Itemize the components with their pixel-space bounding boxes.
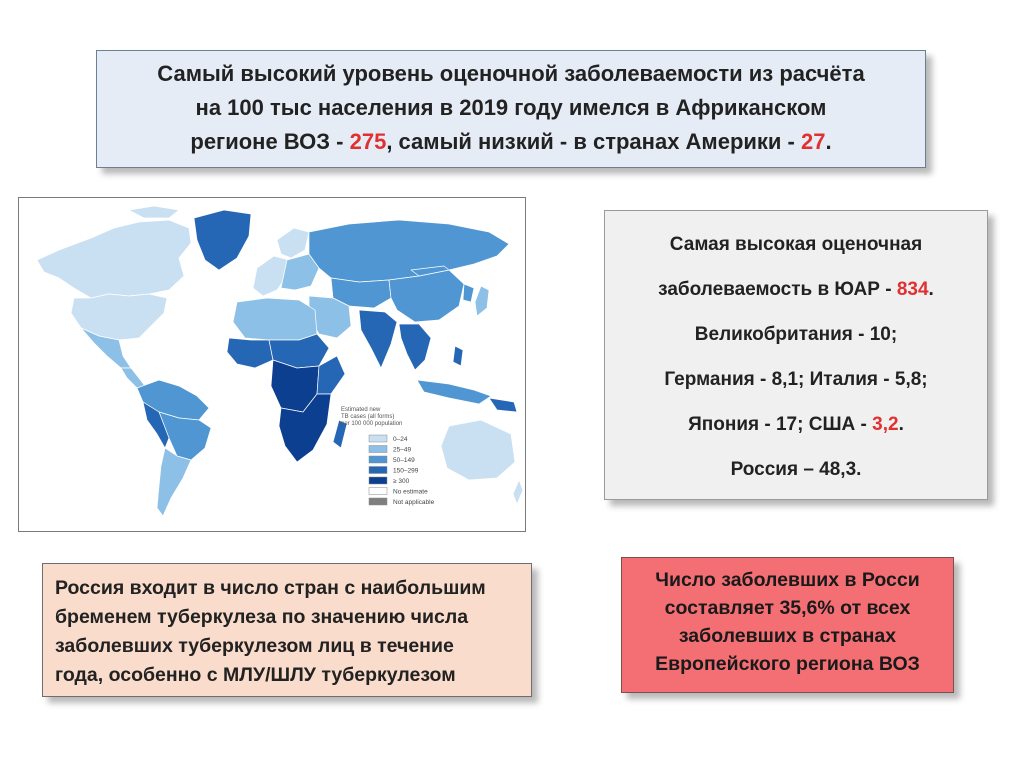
- stats-line-2: [605, 279, 987, 301]
- legend-swatch: [369, 477, 387, 484]
- stats-box: [604, 210, 988, 500]
- legend-label: ≥ 300: [393, 478, 410, 485]
- world-map-panel: [18, 197, 526, 532]
- map-arctic-islands: [129, 206, 179, 218]
- stats-line-6: Россия – 48,3.: [730, 459, 862, 480]
- stats-line-1: Самая высокая оценочная: [669, 234, 923, 255]
- map-legend: [341, 407, 435, 506]
- map-indonesia: [417, 380, 491, 404]
- europe-note-line: Число заболевших в Росси: [655, 569, 920, 591]
- stats-line-2-text: заболеваемость в ЮАР -: [658, 279, 897, 300]
- stats-line-5-text: Япония - 17; США -: [688, 414, 873, 435]
- map-canada: [37, 220, 191, 298]
- legend-label: 25–49: [393, 446, 412, 454]
- legend-swatch: [369, 488, 387, 495]
- title-line-1: Самый высокий уровень оценочной заболеваемости из расчёта: [157, 61, 865, 86]
- map-argentina: [157, 448, 191, 516]
- world-map: [19, 198, 524, 530]
- stats-line-5-end: .: [898, 414, 904, 435]
- usa-value: 3,2: [872, 414, 899, 435]
- title-line-3-text-b: , самый низкий - в странах Америки -: [386, 129, 801, 154]
- legend-label: 0–24: [393, 436, 408, 443]
- stats-line-2-end: .: [928, 279, 934, 300]
- russia-note-line: года, особенно с МЛУ/ШЛУ туберкулезом: [55, 664, 456, 686]
- africa-value: 275: [349, 129, 387, 154]
- europe-note-line: заболевших в странах: [678, 625, 897, 647]
- map-new-zealand: [513, 480, 523, 504]
- russia-note-line: Россия входит в число стран с наибольшим: [55, 577, 486, 599]
- south-africa-value: 834: [896, 279, 929, 300]
- legend-swatch: [369, 498, 387, 505]
- map-japan: [475, 286, 489, 316]
- europe-note-box: [621, 557, 954, 693]
- legend-title-line-2: TB cases (all forms): [341, 414, 395, 420]
- map-russia: [309, 220, 509, 282]
- title-box: [96, 50, 926, 168]
- map-india: [359, 310, 397, 368]
- stats-line-4: Германия - 8,1; Италия - 5,8;: [664, 369, 928, 390]
- map-west-africa: [227, 338, 273, 368]
- map-scandinavia: [277, 228, 309, 258]
- russia-note-line: заболевших туберкулезом лиц в течение: [55, 635, 454, 657]
- title-line-3-text-c: .: [825, 129, 832, 154]
- legend-title-line-3: per 100 000 population: [341, 421, 403, 427]
- map-southeast-asia: [399, 324, 431, 370]
- legend-title-line-1: Estimated new: [341, 407, 381, 413]
- map-antarctica-edge: [19, 524, 524, 530]
- title-line-3-text-a: регионе ВОЗ -: [190, 129, 350, 154]
- legend-label: 50–149: [393, 457, 415, 464]
- legend-swatch: [369, 446, 387, 453]
- legend-label: 150–299: [393, 467, 419, 475]
- russia-note-box: [42, 563, 532, 697]
- europe-note-line: составляет 35,6% от всех: [664, 597, 911, 619]
- map-greenland: [194, 210, 251, 270]
- map-central-america: [121, 368, 145, 388]
- stats-line-5: [605, 414, 987, 436]
- stats-line-3: Великобритания - 10;: [694, 324, 898, 345]
- title-line-3: [97, 125, 925, 159]
- legend-swatch: [369, 467, 387, 474]
- map-philippines: [453, 346, 463, 366]
- map-australia: [441, 420, 515, 480]
- europe-note-line: Европейского региона ВОЗ: [655, 653, 920, 675]
- map-new-guinea: [489, 398, 517, 412]
- map-korea: [463, 284, 474, 302]
- legend-label: No estimate: [393, 488, 428, 496]
- title-line-2: на 100 тыс населения в 2019 году имелся в Африканском: [195, 95, 827, 120]
- legend-swatch: [369, 435, 387, 442]
- americas-value: 27: [801, 129, 826, 154]
- map-north-africa: [233, 298, 317, 340]
- legend-swatch: [369, 456, 387, 463]
- russia-note-line: бременем туберкулеза по значению числа: [55, 606, 469, 628]
- legend-label: Not applicable: [393, 499, 435, 506]
